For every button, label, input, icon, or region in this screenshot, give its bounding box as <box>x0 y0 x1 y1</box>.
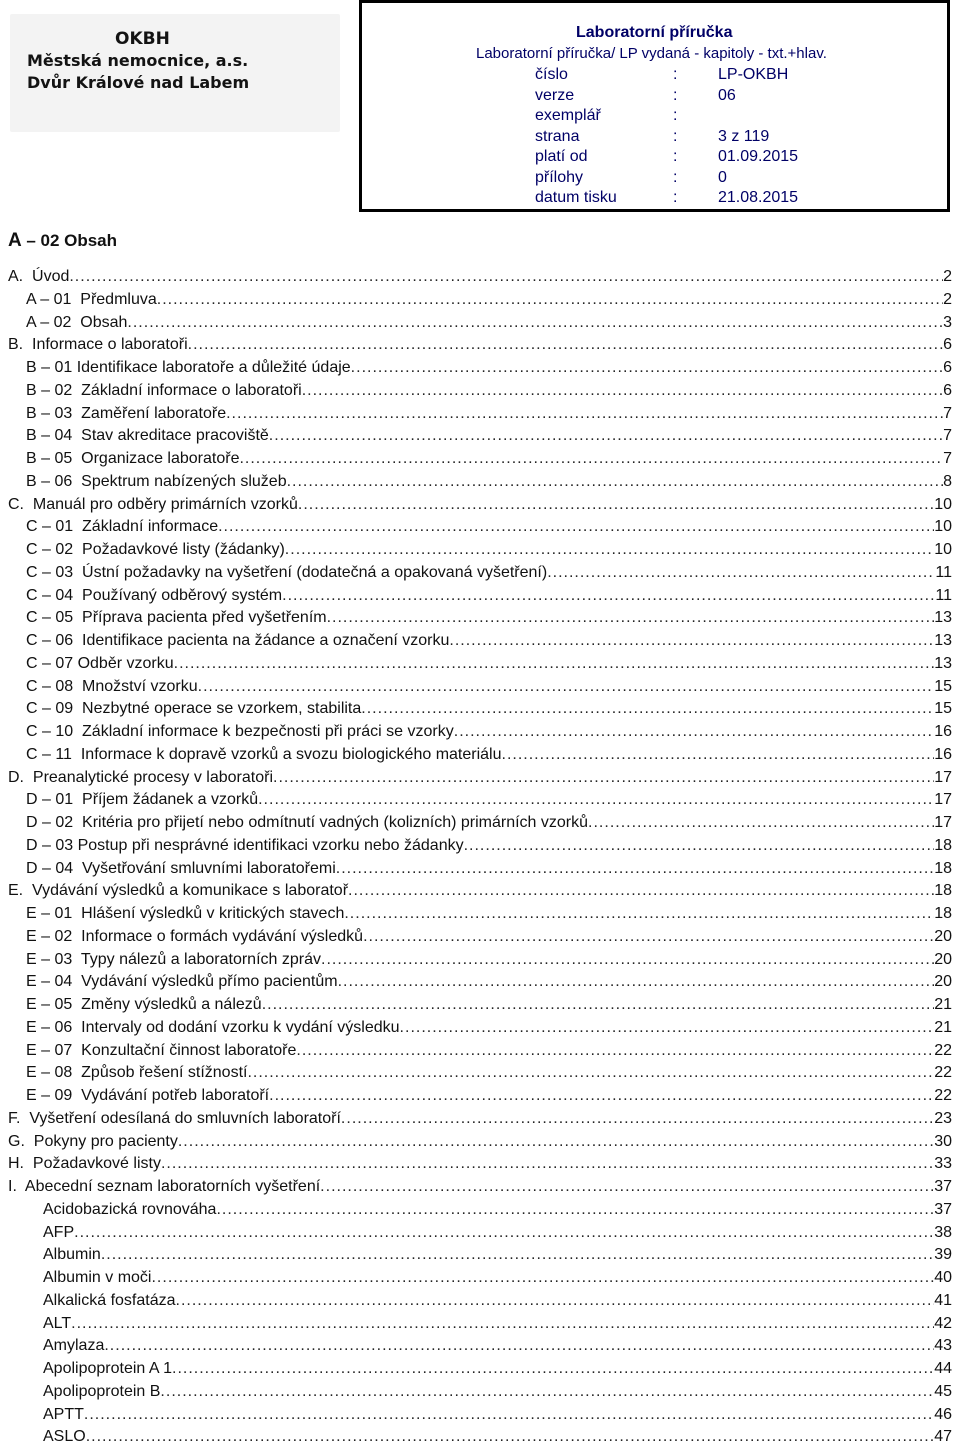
toc-entry[interactable] <box>8 903 952 926</box>
toc-entry-page: 20 <box>934 927 952 945</box>
toc-entry-label: Acidobazická rovnováha <box>43 1200 217 1218</box>
toc-dot-leader <box>351 357 943 380</box>
toc-dot-leader <box>86 1426 935 1449</box>
toc-entry[interactable] <box>8 1290 952 1313</box>
toc-entry-label: E – 03 Typy nálezů a laboratorních zpráv <box>26 950 321 968</box>
toc-entry[interactable] <box>8 1426 952 1449</box>
toc-dot-leader <box>282 585 935 608</box>
toc-entry[interactable] <box>8 403 952 426</box>
toc-entry-label: I. Abecední seznam laboratorních vyšetření <box>8 1178 321 1195</box>
toc-entry-page: 22 <box>934 1041 952 1059</box>
toc-entry-label: G. Pokyny pro pacienty <box>8 1132 178 1150</box>
toc-dot-leader <box>218 516 934 539</box>
info-field-colon: : <box>673 66 678 83</box>
toc-entry-label: D – 04 Vyšetřování smluvními laboratořemi <box>26 859 336 877</box>
toc-entry-page: 37 <box>934 1178 952 1195</box>
toc-entry-label: A – 02 Obsah <box>26 313 128 331</box>
toc-dot-leader <box>176 1290 935 1313</box>
toc-entry[interactable] <box>8 357 952 380</box>
toc-entry[interactable] <box>8 1176 952 1199</box>
toc-entry-page: 47 <box>934 1428 952 1446</box>
toc-entry[interactable] <box>8 858 952 881</box>
toc-entry[interactable] <box>8 289 952 312</box>
toc-dot-leader <box>547 562 935 585</box>
toc-entry[interactable] <box>8 994 952 1017</box>
toc-entry-label: APTT <box>43 1405 84 1423</box>
toc-entry-label: AFP <box>43 1223 75 1241</box>
toc-entry-label: H. Požadavkové listy <box>8 1155 161 1173</box>
toc-entry[interactable] <box>8 630 952 653</box>
toc-entry-page: 17 <box>934 814 952 831</box>
toc-dot-leader <box>198 676 935 699</box>
info-field-key: platí od <box>535 148 588 165</box>
toc-entry-label: E – 08 Způsob řešení stížností <box>26 1064 248 1082</box>
toc-dot-leader <box>269 425 943 448</box>
toc-entry-label: ALT <box>43 1314 72 1332</box>
toc-entry[interactable] <box>8 1358 952 1381</box>
toc-entry-page: 11 <box>935 563 952 581</box>
toc-entry-label: Alkalická fosfatáza <box>43 1291 176 1309</box>
toc-entry[interactable] <box>8 1335 952 1358</box>
toc-entry-page: 30 <box>934 1132 952 1150</box>
toc-dot-leader <box>172 1358 934 1381</box>
toc-dot-leader <box>296 1040 934 1063</box>
toc-entry-page: 13 <box>934 654 952 672</box>
toc-entry-label: A. Úvod <box>8 268 70 285</box>
toc-entry-page: 21 <box>934 996 952 1013</box>
toc-entry-page: 13 <box>934 609 952 627</box>
toc-entry-label: C – 11 Informace k dopravě vzorků a svozu biologického materiálu <box>26 745 502 763</box>
toc-entry[interactable] <box>8 607 952 630</box>
info-field-colon: : <box>673 86 678 104</box>
toc-entry-label: C – 07 Odběr vzorku <box>26 654 174 672</box>
toc-dot-leader <box>273 767 934 790</box>
info-field-key: strana <box>535 127 580 145</box>
toc-entry-label: E – 06 Intervaly od dodání vzorku k vydání výsledku <box>26 1018 400 1036</box>
toc-entry[interactable] <box>8 812 952 835</box>
toc-entry-page: 16 <box>934 745 952 763</box>
toc-entry-page: 10 <box>934 541 952 558</box>
toc-dot-leader <box>161 1153 934 1176</box>
toc-entry-label: C. Manuál pro odběry primárních vzorků <box>8 495 298 513</box>
info-field-value: LP-OKBH <box>718 66 789 83</box>
toc-dot-leader <box>320 1176 934 1199</box>
document-title: Laboratorní příručka <box>576 24 733 41</box>
toc-entry[interactable] <box>8 744 952 767</box>
toc-entry-label: B – 04 Stav akreditace pracoviště <box>26 427 269 445</box>
toc-entry[interactable] <box>8 1267 952 1290</box>
toc-dot-leader <box>327 607 935 630</box>
info-field-value: 01.09.2015 <box>718 148 799 165</box>
toc-entry-page: 37 <box>934 1200 952 1218</box>
toc-entry-label: E – 05 Změny výsledků a nálezů <box>26 996 262 1013</box>
toc-entry[interactable] <box>8 767 952 790</box>
toc-dot-leader <box>258 789 934 812</box>
toc-entry-page: 33 <box>934 1155 952 1173</box>
toc-entry-label: B – 02 Základní informace o laboratoři <box>26 381 302 399</box>
toc-entry[interactable] <box>8 1153 952 1176</box>
toc-entry-page: 6 <box>943 359 952 376</box>
toc-entry[interactable] <box>8 448 952 471</box>
toc-entry[interactable] <box>8 471 952 494</box>
info-field-key: číslo <box>535 66 568 83</box>
toc-entry-label: C – 08 Množství vzorku <box>26 677 198 695</box>
toc-dot-leader <box>287 471 944 494</box>
info-field-colon: : <box>673 189 678 206</box>
toc-entry-page: 22 <box>934 1064 952 1082</box>
toc-entry-page: 39 <box>934 1246 952 1264</box>
toc-entry[interactable] <box>8 971 952 994</box>
toc-entry[interactable] <box>8 312 952 335</box>
toc-entry[interactable] <box>8 653 952 676</box>
heading-text: – 02 Obsah <box>26 231 118 250</box>
toc-entry-label: C – 04 Používaný odběrový systém <box>26 586 283 604</box>
toc-entry[interactable] <box>8 1313 952 1336</box>
toc-entry[interactable] <box>8 539 952 562</box>
toc-dot-leader <box>348 880 934 903</box>
toc-dot-leader <box>247 1062 934 1085</box>
toc-entry-label: E – 04 Vydávání výsledků přímo pacientům <box>26 973 338 991</box>
toc-dot-leader <box>400 1017 935 1040</box>
toc-entry-label: ASLO <box>43 1428 86 1446</box>
toc-entry-label: Albumin <box>43 1246 101 1264</box>
toc-entry[interactable] <box>8 1085 952 1108</box>
document-info-box <box>359 0 950 212</box>
info-field-colon: : <box>673 127 678 145</box>
toc-dot-leader <box>285 539 934 562</box>
toc-entry-page: 6 <box>943 381 952 399</box>
toc-dot-leader <box>298 494 934 517</box>
info-field-colon: : <box>673 168 678 186</box>
toc-entry-page: 8 <box>943 472 952 490</box>
toc-entry-page: 43 <box>934 1337 952 1355</box>
toc-entry[interactable] <box>8 380 952 403</box>
toc-dot-leader <box>104 1335 934 1358</box>
page-heading <box>8 230 117 252</box>
toc-entry-page: 7 <box>943 450 952 467</box>
toc-entry-page: 18 <box>934 905 952 922</box>
toc-entry-label: D – 03 Postup při nesprávné identifikaci vzorku nebo žádanky <box>26 836 464 854</box>
info-field-value: 0 <box>718 168 727 186</box>
toc-entry-label: B – 05 Organizace laboratoře <box>26 450 240 467</box>
toc-entry[interactable] <box>8 494 952 517</box>
toc-entry-page: 42 <box>934 1314 952 1332</box>
info-field-colon: : <box>673 148 678 165</box>
toc-entry-page: 10 <box>934 495 952 513</box>
toc-entry-label: E – 09 Vydávání potřeb laboratoří <box>26 1087 270 1104</box>
logo-okbh: OKBH <box>115 29 170 49</box>
document-subtitle: Laboratorní příručka/ LP vydaná - kapitoly - txt.+hlav. <box>476 45 827 62</box>
toc-entry-label: D – 01 Příjem žádanek a vzorků <box>26 791 259 809</box>
toc-dot-leader <box>127 312 943 335</box>
toc-entry-label: B – 03 Zaměření laboratoře <box>26 404 227 422</box>
toc-entry-page: 17 <box>934 768 952 786</box>
toc-dot-leader <box>157 289 943 312</box>
toc-entry-page: 23 <box>934 1109 952 1127</box>
toc-entry-page: 45 <box>934 1382 952 1400</box>
toc-entry-label: C – 05 Příprava pacienta před vyšetřením <box>26 609 327 627</box>
toc-entry-label: B – 06 Spektrum nabízených služeb <box>26 472 287 490</box>
toc-dot-leader <box>160 1381 934 1404</box>
toc-entry-page: 3 <box>943 313 952 331</box>
info-field-colon: : <box>673 107 678 124</box>
toc-entry[interactable] <box>8 949 952 972</box>
toc-entry[interactable] <box>8 1062 952 1085</box>
toc-entry-label: C – 10 Základní informace k bezpečnosti při práci se vzorky <box>26 723 454 740</box>
toc-entry-label: Amylaza <box>43 1337 105 1355</box>
toc-entry[interactable] <box>8 334 952 357</box>
toc-entry[interactable] <box>8 698 952 721</box>
toc-entry-page: 18 <box>934 859 952 877</box>
toc-dot-leader <box>151 1267 934 1290</box>
toc-entry-page: 16 <box>934 723 952 740</box>
toc-dot-leader <box>71 1313 934 1336</box>
toc-entry-page: 13 <box>934 632 952 649</box>
info-field-value: 3 z 119 <box>718 127 770 145</box>
toc-entry-page: 41 <box>934 1291 952 1309</box>
toc-entry-label: Apolipoprotein B <box>43 1382 161 1400</box>
toc-entry[interactable] <box>8 1222 952 1245</box>
toc-entry-label: F. Vyšetření odesílaná do smluvních laboratoří <box>8 1109 341 1127</box>
toc-dot-leader <box>454 721 934 744</box>
toc-dot-leader <box>302 380 943 403</box>
info-field-key: exemplář <box>535 107 601 124</box>
info-field-key: verze <box>535 86 575 104</box>
toc-entry-label: E – 07 Konzultační činnost laboratoře <box>26 1041 297 1059</box>
toc-entry[interactable] <box>8 1017 952 1040</box>
toc-dot-leader <box>239 448 943 471</box>
toc-dot-leader <box>216 1199 934 1222</box>
toc-entry-page: 2 <box>943 268 952 285</box>
toc-entry[interactable] <box>8 835 952 858</box>
info-field <box>535 86 736 106</box>
info-field <box>535 147 798 167</box>
toc-entry-label: B. Informace o laboratoři <box>8 336 188 354</box>
toc-entry-label: B – 01 Identifikace laboratoře a důležité údaje <box>26 359 351 376</box>
toc-entry-page: 38 <box>934 1223 952 1241</box>
toc-dot-leader <box>178 1131 934 1154</box>
toc-entry[interactable] <box>8 1131 952 1154</box>
toc-entry-page: 15 <box>934 700 952 718</box>
toc-dot-leader <box>338 971 935 994</box>
toc-entry-label: C – 06 Identifikace pacienta na žádance a označení vzorku <box>26 632 450 649</box>
toc-entry-page: 18 <box>934 882 952 900</box>
toc-entry-page: 18 <box>934 836 952 854</box>
toc-entry[interactable] <box>8 1108 952 1131</box>
toc-dot-leader <box>84 1404 934 1427</box>
info-field <box>535 168 727 188</box>
toc-entry[interactable] <box>8 1199 952 1222</box>
toc-dot-leader <box>74 1222 934 1245</box>
info-field <box>535 188 798 208</box>
toc-entry-label: E. Vydávání výsledků a komunikace s laboratoř <box>8 882 349 900</box>
toc-entry[interactable] <box>8 1244 952 1267</box>
info-field-key: přílohy <box>535 168 584 186</box>
toc-entry[interactable] <box>8 425 952 448</box>
toc-entry-label: E – 01 Hlášení výsledků v kritických stavech <box>26 905 345 922</box>
heading-letter: A <box>8 230 22 251</box>
toc-entry[interactable] <box>8 1040 952 1063</box>
toc-entry-label: Apolipoprotein A 1 <box>43 1360 172 1377</box>
toc-dot-leader <box>269 1085 934 1108</box>
toc-entry-page: 7 <box>943 427 952 445</box>
toc-entry-page: 44 <box>934 1360 952 1377</box>
toc-entry-label: A – 01 Předmluva <box>26 290 157 308</box>
toc-entry-page: 10 <box>934 518 952 536</box>
info-field <box>535 65 788 85</box>
logo-hospital-name: Městská nemocnice, a.s. <box>27 51 249 70</box>
toc-entry[interactable] <box>8 880 952 903</box>
toc-entry[interactable] <box>8 266 952 289</box>
toc-entry-page: 40 <box>934 1269 952 1286</box>
info-field <box>535 127 769 147</box>
toc-dot-leader <box>101 1244 934 1267</box>
toc-entry-page: 7 <box>943 404 952 422</box>
toc-dot-leader <box>336 858 934 881</box>
toc-entry-label: E – 02 Informace o formách vydávání výsledků <box>26 927 364 945</box>
toc-entry-label: C – 03 Ústní požadavky na vyšetření (dodatečná a opakovaná vyšetření) <box>26 563 548 581</box>
toc-dot-leader <box>502 744 935 767</box>
toc-entry-page: 15 <box>934 677 952 695</box>
table-of-contents <box>8 266 952 1449</box>
info-field <box>535 106 718 126</box>
toc-entry[interactable] <box>8 585 952 608</box>
toc-dot-leader <box>464 835 935 858</box>
toc-entry-page: 22 <box>934 1087 952 1104</box>
toc-entry-label: D. Preanalytické procesy v laboratoři <box>8 768 273 786</box>
toc-dot-leader <box>588 812 934 835</box>
logo-location: Dvůr Králové nad Labem <box>27 73 250 92</box>
toc-entry[interactable] <box>8 926 952 949</box>
info-field-key: datum tisku <box>535 189 617 206</box>
toc-dot-leader <box>361 698 934 721</box>
hospital-logo <box>10 14 340 132</box>
toc-entry-label: Albumin v moči <box>43 1269 152 1286</box>
toc-entry-page: 20 <box>934 950 952 968</box>
toc-entry-page: 46 <box>934 1405 952 1423</box>
toc-dot-leader <box>262 994 935 1017</box>
toc-entry-page: 20 <box>934 973 952 991</box>
toc-entry-label: C – 02 Požadavkové listy (žádanky) <box>26 541 285 558</box>
toc-entry-label: D – 02 Kritéria pro přijetí nebo odmítnutí vadných (kolizních) primárních vzorků <box>26 814 589 831</box>
toc-dot-leader <box>363 926 934 949</box>
toc-entry[interactable] <box>8 1404 952 1427</box>
toc-dot-leader <box>174 653 935 676</box>
toc-dot-leader <box>321 949 934 972</box>
toc-entry[interactable] <box>8 516 952 539</box>
toc-entry-label: C – 01 Základní informace <box>26 518 219 536</box>
toc-entry-page: 17 <box>934 791 952 809</box>
toc-entry[interactable] <box>8 721 952 744</box>
toc-dot-leader <box>341 1108 934 1131</box>
toc-entry[interactable] <box>8 1381 952 1404</box>
toc-dot-leader <box>449 630 934 653</box>
info-field-value: 21.08.2015 <box>718 189 799 206</box>
toc-entry[interactable] <box>8 789 952 812</box>
toc-entry-label: C – 09 Nezbytné operace se vzorkem, stabilita <box>26 700 362 718</box>
toc-dot-leader <box>344 903 934 926</box>
info-field-value: 06 <box>718 86 736 104</box>
toc-entry-page: 11 <box>935 586 952 604</box>
toc-dot-leader <box>226 403 943 426</box>
toc-entry[interactable] <box>8 676 952 699</box>
toc-entry[interactable] <box>8 562 952 585</box>
toc-entry-page: 21 <box>934 1018 952 1036</box>
toc-dot-leader <box>69 266 943 289</box>
toc-dot-leader <box>188 334 943 357</box>
toc-entry-page: 6 <box>943 336 952 354</box>
toc-entry-page: 2 <box>943 290 952 308</box>
